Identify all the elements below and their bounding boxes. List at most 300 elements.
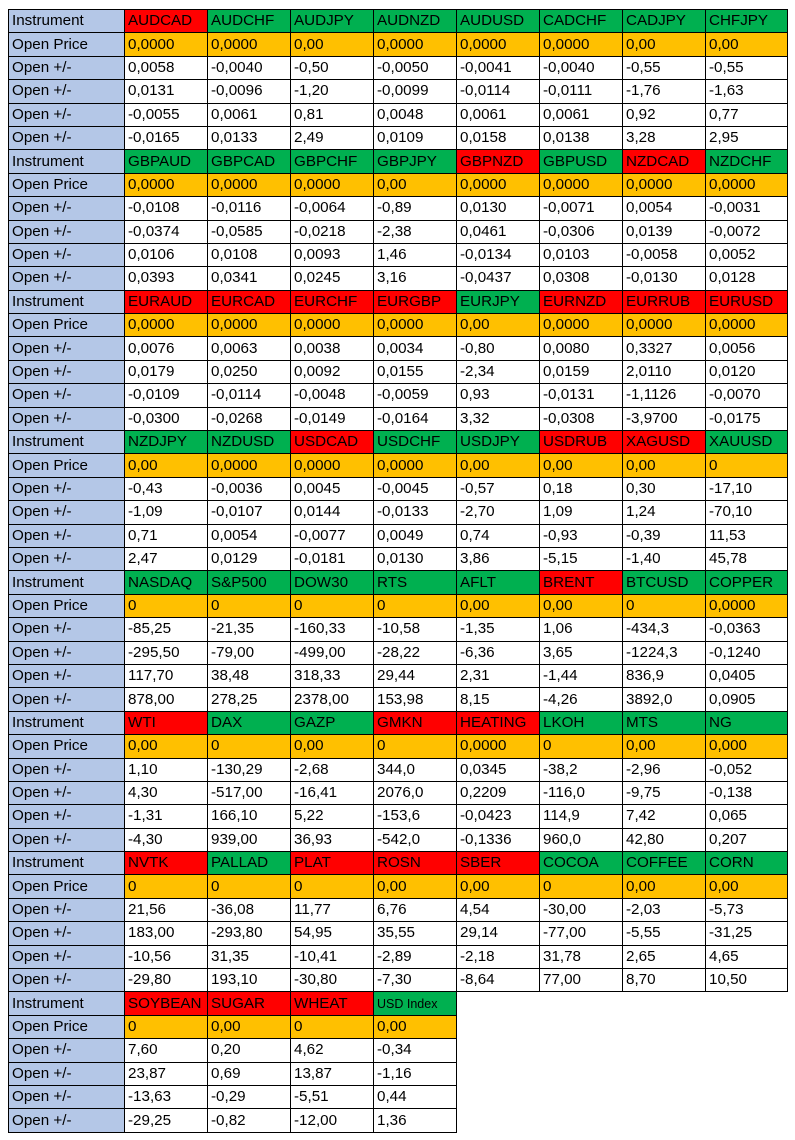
open-price-cell: 0,00: [208, 1015, 291, 1038]
open-change-cell: 4,54: [457, 898, 540, 921]
instrument-label: Instrument: [9, 852, 125, 875]
open-price-cell: 0,00: [291, 33, 374, 56]
instrument-header-row: [9, 10, 788, 33]
open-change-cell: -0,0058: [623, 243, 706, 266]
open-change-cell: -2,70: [457, 501, 540, 524]
open-change-cell: 0,0179: [125, 360, 208, 383]
open-change-cell: 0,0106: [125, 243, 208, 266]
open-change-cell: -542,0: [374, 828, 457, 851]
open-change-cell: 0,0155: [374, 360, 457, 383]
empty-cell: [540, 1085, 623, 1108]
open-change-cell: -4,26: [540, 688, 623, 711]
instrument-name-cell: NZDJPY: [125, 431, 208, 454]
open-change-cell: 0,0405: [706, 664, 788, 687]
open-change-cell: 2,49: [291, 126, 374, 149]
open-price-cell: 0,0000: [291, 314, 374, 337]
open-change-cell: 13,87: [291, 1062, 374, 1085]
instrument-name-cell: SOYBEAN: [125, 992, 208, 1015]
open-price-cell: 0,0000: [374, 314, 457, 337]
instrument-name-cell: NG: [706, 711, 788, 734]
instrument-name-cell: COFFEE: [623, 852, 706, 875]
open-change-label: Open +/-: [9, 56, 125, 79]
empty-cell: [540, 1109, 623, 1132]
open-change-row: [9, 267, 788, 290]
instrument-name-cell: EURCHF: [291, 290, 374, 313]
open-price-cell: 0,0000: [208, 314, 291, 337]
empty-cell: [457, 992, 540, 1015]
open-change-cell: -13,63: [125, 1085, 208, 1108]
open-price-cell: 0,0000: [374, 454, 457, 477]
open-change-cell: 2,47: [125, 547, 208, 570]
open-change-cell: -1,44: [540, 664, 623, 687]
open-change-cell: 4,62: [291, 1039, 374, 1062]
open-change-row: [9, 945, 788, 968]
open-change-cell: 166,10: [208, 805, 291, 828]
empty-cell: [706, 1039, 788, 1062]
instrument-label: Instrument: [9, 10, 125, 33]
open-change-cell: 0,0144: [291, 501, 374, 524]
open-price-cell: 0,0000: [706, 314, 788, 337]
open-price-row: [9, 1015, 788, 1038]
open-price-cell: 0,0000: [291, 173, 374, 196]
open-price-cell: 0: [208, 594, 291, 617]
open-price-row: [9, 33, 788, 56]
open-price-cell: 0: [374, 735, 457, 758]
open-price-cell: 0: [125, 875, 208, 898]
open-change-row: [9, 1062, 788, 1085]
open-change-cell: -0,0116: [208, 197, 291, 220]
open-price-cell: 0,0000: [540, 314, 623, 337]
open-price-cell: 0: [208, 875, 291, 898]
open-change-cell: -17,10: [706, 477, 788, 500]
open-change-cell: 0,065: [706, 805, 788, 828]
open-change-cell: 4,65: [706, 945, 788, 968]
open-change-label: Open +/-: [9, 898, 125, 921]
instrument-name-cell: ROSN: [374, 852, 457, 875]
open-change-cell: -6,36: [457, 641, 540, 664]
open-change-cell: -12,00: [291, 1109, 374, 1132]
instrument-header-row: [9, 290, 788, 313]
open-change-cell: -7,30: [374, 969, 457, 992]
open-change-cell: -0,0114: [208, 384, 291, 407]
open-change-cell: -79,00: [208, 641, 291, 664]
open-change-label: Open +/-: [9, 922, 125, 945]
open-price-cell: 0,00: [623, 735, 706, 758]
empty-cell: [623, 1085, 706, 1108]
open-change-row: [9, 547, 788, 570]
instrument-name-cell: EURNZD: [540, 290, 623, 313]
instrument-header-row: [9, 711, 788, 734]
open-change-cell: 0,0054: [623, 197, 706, 220]
open-change-row: [9, 922, 788, 945]
open-change-cell: -1,76: [623, 80, 706, 103]
instrument-name-cell: EURJPY: [457, 290, 540, 313]
instrument-name-cell: PALLAD: [208, 852, 291, 875]
instrument-name-cell: EURGBP: [374, 290, 457, 313]
open-change-cell: 1,09: [540, 501, 623, 524]
open-change-cell: -0,0107: [208, 501, 291, 524]
open-change-label: Open +/-: [9, 641, 125, 664]
open-change-label: Open +/-: [9, 945, 125, 968]
open-change-label: Open +/-: [9, 524, 125, 547]
open-change-label: Open +/-: [9, 243, 125, 266]
open-price-label: Open Price: [9, 875, 125, 898]
open-change-cell: -0,0308: [540, 407, 623, 430]
empty-cell: [623, 1109, 706, 1132]
open-price-cell: 0: [540, 735, 623, 758]
open-change-row: [9, 56, 788, 79]
open-change-cell: -0,55: [623, 56, 706, 79]
open-change-cell: -0,0096: [208, 80, 291, 103]
open-change-label: Open +/-: [9, 1085, 125, 1108]
open-change-row: [9, 828, 788, 851]
open-change-cell: 0,0138: [540, 126, 623, 149]
instrument-name-cell: NVTK: [125, 852, 208, 875]
open-change-cell: 0,0045: [291, 477, 374, 500]
open-price-cell: 0,0000: [208, 33, 291, 56]
empty-cell: [623, 1062, 706, 1085]
open-price-cell: 0,0000: [623, 314, 706, 337]
open-change-row: [9, 407, 788, 430]
open-change-label: Open +/-: [9, 103, 125, 126]
open-price-cell: 0,00: [125, 735, 208, 758]
open-change-cell: -3,9700: [623, 407, 706, 430]
open-change-cell: -1,16: [374, 1062, 457, 1085]
instrument-name-cell: XAGUSD: [623, 431, 706, 454]
open-price-cell: 0,0000: [374, 33, 457, 56]
open-change-row: [9, 220, 788, 243]
open-change-cell: 8,15: [457, 688, 540, 711]
instrument-name-cell: XAUUSD: [706, 431, 788, 454]
empty-cell: [457, 1015, 540, 1038]
open-change-cell: 7,60: [125, 1039, 208, 1062]
instrument-header-row: [9, 431, 788, 454]
open-change-cell: -5,73: [706, 898, 788, 921]
open-change-cell: -0,29: [208, 1085, 291, 1108]
open-change-row: [9, 103, 788, 126]
open-change-cell: 29,44: [374, 664, 457, 687]
open-price-cell: 0,00: [540, 454, 623, 477]
open-price-row: [9, 314, 788, 337]
open-change-label: Open +/-: [9, 1039, 125, 1062]
open-change-cell: 10,50: [706, 969, 788, 992]
open-price-cell: 0,00: [125, 454, 208, 477]
open-price-cell: 0,0000: [706, 173, 788, 196]
open-change-cell: 0,0049: [374, 524, 457, 547]
open-price-cell: 0,00: [623, 454, 706, 477]
instrument-name-cell: BRENT: [540, 571, 623, 594]
open-change-cell: 11,77: [291, 898, 374, 921]
open-change-cell: 193,10: [208, 969, 291, 992]
open-change-row: [9, 524, 788, 547]
empty-cell: [457, 1039, 540, 1062]
instrument-name-cell: NASDAQ: [125, 571, 208, 594]
open-change-cell: 0,44: [374, 1085, 457, 1108]
open-change-cell: 3,28: [623, 126, 706, 149]
open-change-cell: 8,70: [623, 969, 706, 992]
open-change-cell: 0,0076: [125, 337, 208, 360]
instrument-name-cell: USDCAD: [291, 431, 374, 454]
open-change-row: [9, 477, 788, 500]
open-price-cell: 0,0000: [457, 33, 540, 56]
open-change-cell: 45,78: [706, 547, 788, 570]
open-change-cell: -0,0064: [291, 197, 374, 220]
instrument-name-cell: EURRUB: [623, 290, 706, 313]
open-change-cell: 0,0056: [706, 337, 788, 360]
open-change-cell: 1,10: [125, 758, 208, 781]
open-price-cell: 0,0000: [540, 173, 623, 196]
open-change-cell: -2,38: [374, 220, 457, 243]
open-change-cell: -16,41: [291, 781, 374, 804]
open-price-cell: 0,00: [457, 875, 540, 898]
instrument-name-cell: EURUSD: [706, 290, 788, 313]
open-change-cell: 0,0345: [457, 758, 540, 781]
empty-cell: [623, 1039, 706, 1062]
open-change-cell: -30,00: [540, 898, 623, 921]
open-change-cell: -0,0149: [291, 407, 374, 430]
open-change-cell: -295,50: [125, 641, 208, 664]
instrument-name-cell: AFLT: [457, 571, 540, 594]
open-change-cell: -1224,3: [623, 641, 706, 664]
instrument-name-cell: USDRUB: [540, 431, 623, 454]
open-change-label: Open +/-: [9, 197, 125, 220]
open-price-cell: 0,00: [623, 33, 706, 56]
open-price-cell: 0,0000: [125, 314, 208, 337]
open-price-row: [9, 594, 788, 617]
open-change-cell: -0,89: [374, 197, 457, 220]
open-price-cell: 0: [291, 1015, 374, 1038]
instrument-name-cell: GBPJPY: [374, 150, 457, 173]
open-change-cell: 3,16: [374, 267, 457, 290]
open-change-cell: 0,71: [125, 524, 208, 547]
open-change-cell: -28,22: [374, 641, 457, 664]
instrument-name-cell: CADJPY: [623, 10, 706, 33]
open-change-cell: -9,75: [623, 781, 706, 804]
open-change-cell: 0,0130: [374, 547, 457, 570]
empty-cell: [706, 1109, 788, 1132]
instrument-name-cell: CHFJPY: [706, 10, 788, 33]
instrument-name-cell: GBPUSD: [540, 150, 623, 173]
open-price-cell: 0,0000: [706, 594, 788, 617]
open-change-cell: 0,20: [208, 1039, 291, 1062]
open-change-cell: -1,35: [457, 618, 540, 641]
open-price-cell: 0: [623, 594, 706, 617]
instrument-name-cell: NZDCAD: [623, 150, 706, 173]
open-change-cell: 29,14: [457, 922, 540, 945]
open-change-row: [9, 664, 788, 687]
open-change-label: Open +/-: [9, 547, 125, 570]
open-change-row: [9, 1085, 788, 1108]
open-change-cell: -0,1240: [706, 641, 788, 664]
open-change-cell: 960,0: [540, 828, 623, 851]
empty-cell: [706, 1015, 788, 1038]
instrument-name-cell: AUDUSD: [457, 10, 540, 33]
open-change-cell: -0,39: [623, 524, 706, 547]
empty-cell: [706, 1062, 788, 1085]
instrument-name-cell: USDCHF: [374, 431, 457, 454]
open-change-cell: -0,0077: [291, 524, 374, 547]
instrument-label: Instrument: [9, 992, 125, 1015]
open-price-cell: 0,00: [706, 33, 788, 56]
instrument-name-cell: GBPNZD: [457, 150, 540, 173]
open-change-cell: -0,0131: [540, 384, 623, 407]
open-change-cell: 7,42: [623, 805, 706, 828]
empty-cell: [623, 1015, 706, 1038]
open-change-cell: 0,74: [457, 524, 540, 547]
open-change-cell: -1,1126: [623, 384, 706, 407]
open-price-cell: 0,00: [291, 735, 374, 758]
instrument-name-cell: GMKN: [374, 711, 457, 734]
open-price-cell: 0: [540, 875, 623, 898]
instrument-name-cell: RTS: [374, 571, 457, 594]
open-change-cell: -0,0300: [125, 407, 208, 430]
empty-cell: [457, 1085, 540, 1108]
open-change-row: [9, 805, 788, 828]
open-change-cell: 939,00: [208, 828, 291, 851]
instrument-name-cell: COCOA: [540, 852, 623, 875]
open-price-label: Open Price: [9, 454, 125, 477]
open-change-cell: -2,68: [291, 758, 374, 781]
open-change-label: Open +/-: [9, 664, 125, 687]
open-change-cell: -0,0031: [706, 197, 788, 220]
instrument-table: [8, 9, 788, 1133]
open-change-cell: -1,20: [291, 80, 374, 103]
open-change-cell: 21,56: [125, 898, 208, 921]
open-change-cell: 2378,00: [291, 688, 374, 711]
open-change-label: Open +/-: [9, 1062, 125, 1085]
instrument-name-cell: S&P500: [208, 571, 291, 594]
open-change-label: Open +/-: [9, 220, 125, 243]
open-change-row: [9, 898, 788, 921]
instrument-name-cell: GBPAUD: [125, 150, 208, 173]
open-price-label: Open Price: [9, 173, 125, 196]
open-change-label: Open +/-: [9, 477, 125, 500]
open-price-cell: 0,00: [457, 594, 540, 617]
open-change-label: Open +/-: [9, 360, 125, 383]
instrument-name-cell: NZDCHF: [706, 150, 788, 173]
open-change-cell: -77,00: [540, 922, 623, 945]
open-change-cell: -2,96: [623, 758, 706, 781]
instrument-name-cell: USD Index: [374, 992, 457, 1015]
open-change-cell: -8,64: [457, 969, 540, 992]
open-change-label: Open +/-: [9, 267, 125, 290]
instrument-label: Instrument: [9, 431, 125, 454]
open-change-cell: 878,00: [125, 688, 208, 711]
instrument-name-cell: SUGAR: [208, 992, 291, 1015]
open-change-cell: -2,18: [457, 945, 540, 968]
open-change-cell: 77,00: [540, 969, 623, 992]
instrument-name-cell: EURCAD: [208, 290, 291, 313]
open-price-cell: 0,0000: [125, 173, 208, 196]
open-change-cell: -0,0175: [706, 407, 788, 430]
open-change-cell: -0,0374: [125, 220, 208, 243]
instrument-name-cell: GAZP: [291, 711, 374, 734]
open-change-label: Open +/-: [9, 80, 125, 103]
instrument-name-cell: CADCHF: [540, 10, 623, 33]
open-change-cell: -1,63: [706, 80, 788, 103]
open-change-row: [9, 80, 788, 103]
open-change-label: Open +/-: [9, 501, 125, 524]
open-change-cell: -0,0050: [374, 56, 457, 79]
open-change-cell: -0,0099: [374, 80, 457, 103]
open-change-row: [9, 641, 788, 664]
open-price-cell: 0,0000: [291, 454, 374, 477]
instrument-name-cell: AUDCHF: [208, 10, 291, 33]
open-change-cell: -499,00: [291, 641, 374, 664]
open-price-cell: 0: [291, 594, 374, 617]
open-price-cell: 0: [125, 594, 208, 617]
open-change-cell: 6,76: [374, 898, 457, 921]
open-change-cell: 153,98: [374, 688, 457, 711]
instrument-name-cell: DOW30: [291, 571, 374, 594]
open-change-cell: 0,0109: [374, 126, 457, 149]
open-change-cell: -0,0109: [125, 384, 208, 407]
open-change-cell: 38,48: [208, 664, 291, 687]
open-price-row: [9, 173, 788, 196]
open-change-cell: -2,34: [457, 360, 540, 383]
open-change-cell: -0,0181: [291, 547, 374, 570]
open-change-cell: 3,86: [457, 547, 540, 570]
open-change-cell: -38,2: [540, 758, 623, 781]
open-change-cell: -5,51: [291, 1085, 374, 1108]
open-change-cell: 0,0131: [125, 80, 208, 103]
open-change-cell: -29,25: [125, 1109, 208, 1132]
open-change-row: [9, 618, 788, 641]
instrument-header-row: [9, 150, 788, 173]
open-change-cell: -10,58: [374, 618, 457, 641]
open-price-cell: 0,00: [374, 173, 457, 196]
open-change-cell: 0,69: [208, 1062, 291, 1085]
open-price-cell: 0: [208, 735, 291, 758]
open-change-cell: -434,3: [623, 618, 706, 641]
open-change-cell: 0,81: [291, 103, 374, 126]
open-change-cell: 3,32: [457, 407, 540, 430]
open-change-label: Open +/-: [9, 781, 125, 804]
open-price-cell: 0,00: [540, 594, 623, 617]
open-change-row: [9, 1109, 788, 1132]
open-change-cell: -0,55: [706, 56, 788, 79]
open-change-cell: 2,95: [706, 126, 788, 149]
open-change-cell: -31,25: [706, 922, 788, 945]
open-change-row: [9, 126, 788, 149]
open-price-cell: 0,0000: [208, 454, 291, 477]
open-change-cell: -0,0111: [540, 80, 623, 103]
open-change-cell: 0,0130: [457, 197, 540, 220]
open-change-label: Open +/-: [9, 688, 125, 711]
open-price-cell: 0,0000: [540, 33, 623, 56]
open-change-cell: -0,0071: [540, 197, 623, 220]
open-change-cell: -21,35: [208, 618, 291, 641]
open-change-cell: 2076,0: [374, 781, 457, 804]
open-change-cell: -0,0108: [125, 197, 208, 220]
open-change-cell: -293,80: [208, 922, 291, 945]
open-price-cell: 0,00: [706, 875, 788, 898]
open-change-cell: 1,06: [540, 618, 623, 641]
open-change-cell: -0,0036: [208, 477, 291, 500]
open-change-cell: -0,57: [457, 477, 540, 500]
open-change-cell: 0,0461: [457, 220, 540, 243]
open-change-row: [9, 1039, 788, 1062]
open-change-cell: 0,0058: [125, 56, 208, 79]
open-change-cell: 3,65: [540, 641, 623, 664]
open-change-cell: 0,0308: [540, 267, 623, 290]
instrument-name-cell: AUDJPY: [291, 10, 374, 33]
open-change-row: [9, 384, 788, 407]
instrument-name-cell: COPPER: [706, 571, 788, 594]
open-change-cell: -0,0423: [457, 805, 540, 828]
open-price-row: [9, 735, 788, 758]
instrument-name-cell: NZDUSD: [208, 431, 291, 454]
